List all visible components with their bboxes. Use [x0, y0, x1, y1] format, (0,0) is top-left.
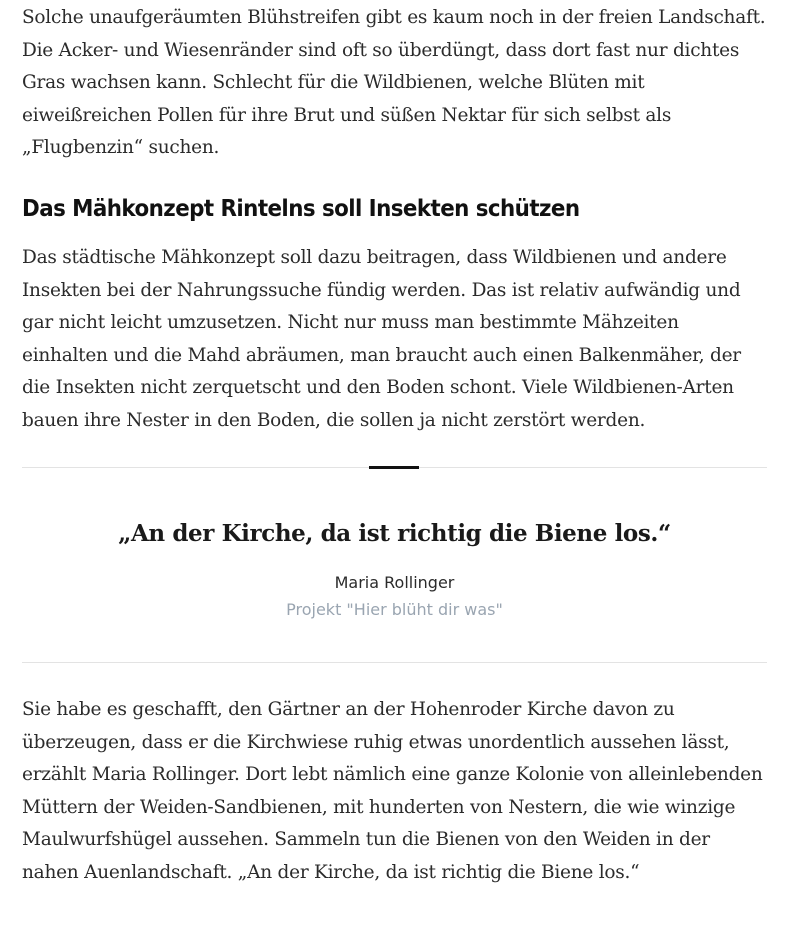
- pull-quote: [22, 510, 767, 621]
- section-heading: Das Mähkonzept Rintelns soll Insekten schützen: [22, 196, 580, 222]
- article-paragraph-3: Sie habe es geschafft, den Gärtner an der Hohenroder Kirche davon zu überzeugen, dass er die Kirchwiese ruhig etwas unordentlich aussehen lässt, erzählt Maria Rollinger. Dort lebt nämlich eine ganze Kolonie von alleinlebenden Müttern der Weiden-Sandbienen, mit hunderten von Nestern, die wie winzige Maulwurfshügel aussehen. Sammeln tun die Bienen von den Weiden in der nahen Auenlandschaft. „An der Kirche, da ist richtig die Biene los.“: [22, 699, 763, 883]
- quote-accent-bar: [369, 466, 419, 469]
- pull-quote-author: Maria Rollinger: [334, 573, 455, 592]
- article-paragraph-1: Solche unaufgeräumten Blühstreifen gibt es kaum noch in der freien Landschaft. Die Acker- und Wiesenränder sind oft so überdüngt, dass dort fast nur dichtes Gras wachsen kann. Schlecht für die Wildbienen, welche Blüten mit eiweißreichen Pollen für ihre Brut und süßen Nektar für sich selbst als „Flugbenzin“ suchen.: [22, 7, 766, 158]
- quote-divider-bottom: [22, 662, 767, 663]
- pull-quote-author-role: Projekt "Hier blüht dir was": [286, 600, 503, 619]
- article-paragraph-2: Das städtische Mähkonzept soll dazu beitragen, dass Wildbienen und andere Insekten bei der Nahrungssuche fündig werden. Das ist relativ aufwändig und gar nicht leicht umzusetzen. Nicht nur muss man bestimmte Mähzeiten einhalten und die Mahd abräumen, man braucht auch einen Balkenmäher, der die Insekten nicht zerquetscht und den Boden schont. Viele Wildbienen-Arten bauen ihre Nester in den Boden, die sollen ja nicht zerstört werden.: [22, 247, 741, 431]
- pull-quote-text: „An der Kirche, da ist richtig die Biene los.“: [118, 520, 671, 547]
